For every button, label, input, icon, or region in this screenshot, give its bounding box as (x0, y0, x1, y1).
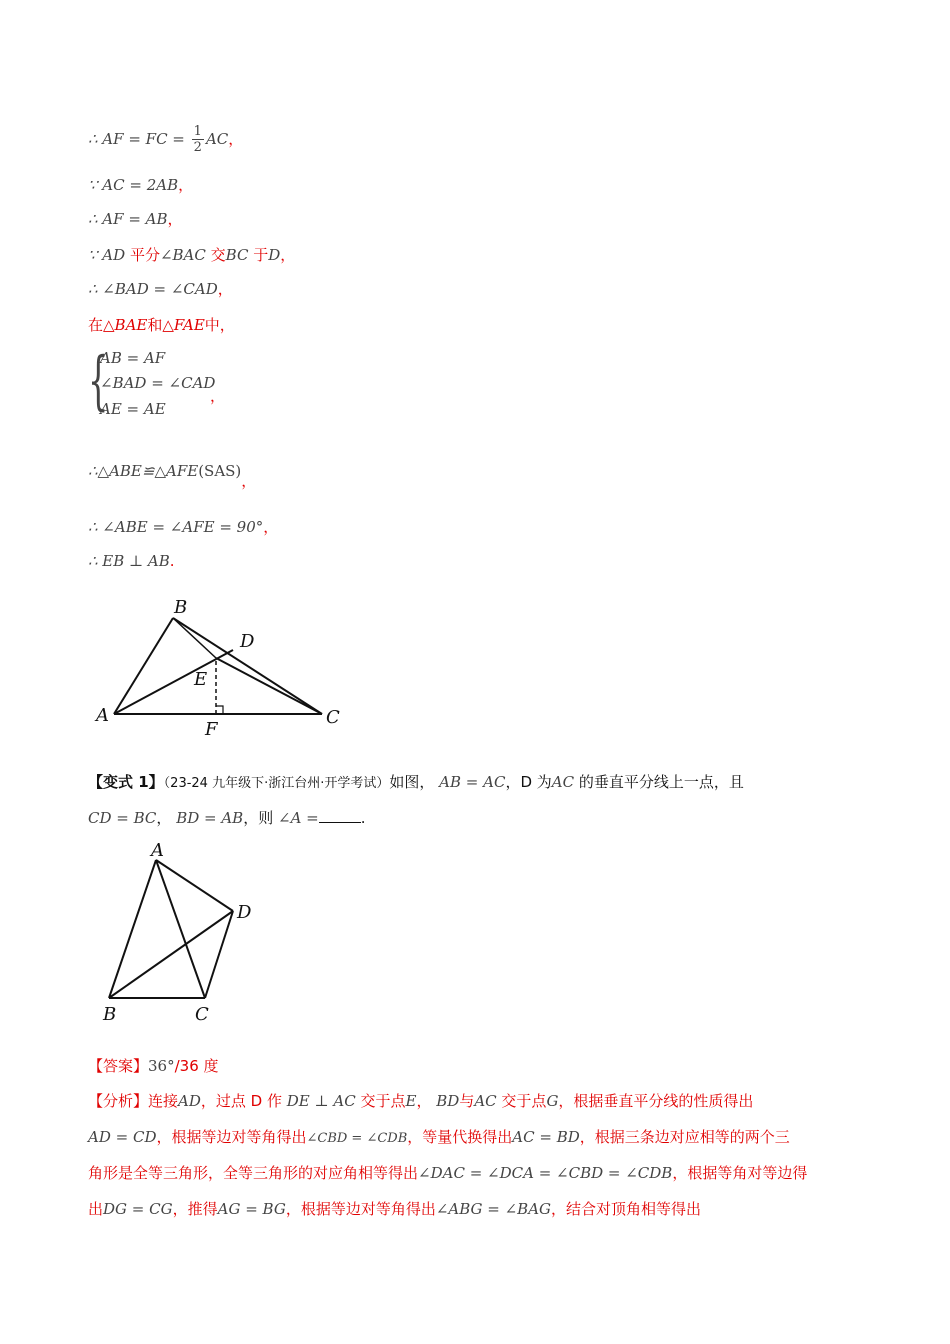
proof-line-6 (88, 314, 235, 336)
punctuation: ， (210, 387, 226, 405)
proof-line-8 (88, 516, 278, 538)
math-expr: BC (225, 246, 249, 264)
text: 连接 (148, 1092, 179, 1110)
punctuation: ， (167, 210, 183, 228)
text: 的垂直平分线上一点，且 (574, 773, 744, 791)
math-expr: △FAE (162, 316, 205, 334)
variant-tag: 【变式 1】 (88, 773, 164, 791)
math-expr: AD (178, 1092, 201, 1110)
segment-AB (114, 618, 173, 714)
label-F: F (205, 719, 218, 740)
system-row-1: AB = AF (100, 349, 166, 367)
math-expr: ∵ AD (88, 246, 126, 264)
math-expr: AD = CD (88, 1128, 157, 1146)
system-row-3: AE = AE (100, 400, 166, 418)
text: D (520, 773, 533, 791)
label-C: C (326, 707, 340, 728)
fraction-numerator: 1 (193, 124, 202, 139)
proof-line-9 (88, 550, 175, 572)
text: 角形是全等三角形，全等三角形的对应角相等得出 (88, 1164, 419, 1182)
text: ，等量代换得出 (407, 1128, 513, 1146)
proof-line-2 (88, 174, 193, 196)
math-expr: BD (436, 1092, 460, 1110)
analysis-line-1 (88, 1090, 753, 1112)
math-expr: DG = CG (103, 1200, 173, 1218)
label-B: B (103, 1004, 117, 1025)
punctuation: ， (241, 472, 257, 490)
analysis-line-3 (88, 1162, 807, 1184)
math-expr: ∠ABG = ∠BAG (435, 1200, 552, 1218)
label-C: C (195, 1004, 209, 1025)
text: ，根据三条边对应相等的两个三 (579, 1128, 790, 1146)
text: 交于点 (360, 1092, 406, 1110)
text: 交于点 (501, 1092, 547, 1110)
proof-line-4 (88, 244, 295, 266)
segment-BE (173, 618, 216, 658)
math-expr: AB = AC (439, 773, 506, 791)
math-expr: ∴ AF = FC = (88, 130, 190, 148)
text: ，过点 D 作 (200, 1092, 282, 1110)
text: 平分 (129, 246, 160, 264)
math-expr: AC (551, 773, 575, 791)
text: ， (505, 773, 521, 791)
math-expr: AG = BG (217, 1200, 286, 1218)
text: ，则 (243, 809, 274, 827)
punctuation: ， (263, 518, 279, 536)
analysis-tag: 【分析】 (88, 1092, 149, 1110)
math-expr: AC = BD (512, 1128, 580, 1146)
variant-source: （23-24 九年级下·浙江台州·开学考试） (163, 776, 390, 791)
segment-AB (109, 860, 156, 998)
analysis-line-2 (88, 1126, 790, 1150)
text: 于 (253, 246, 269, 264)
text: 交 (210, 246, 226, 264)
text: 为 (532, 773, 552, 791)
text: ，根据垂直平分线的性质得出 (558, 1092, 754, 1110)
math-expr: G (546, 1092, 559, 1110)
text: 在 (88, 316, 104, 334)
punctuation: . (169, 552, 175, 570)
math-expr: ∠CBD = ∠CDB (306, 1131, 408, 1146)
analysis-line-4 (88, 1198, 701, 1220)
fraction (192, 124, 204, 155)
math-expr: DE ⊥ AC (286, 1092, 356, 1110)
punctuation: ， (217, 280, 233, 298)
math-expr: ∠DAC = ∠DCA = ∠CBD = ∠CDB (418, 1164, 673, 1182)
segment-AD (156, 860, 233, 911)
label-D: D (237, 902, 252, 923)
left-brace: { (88, 344, 109, 418)
proof-line-1 (88, 124, 243, 155)
answer-line (88, 1055, 219, 1077)
segment-BD (109, 911, 233, 998)
text: . (360, 809, 366, 827)
proof-line-3 (88, 208, 183, 230)
punctuation: ， (280, 246, 296, 264)
proof-line-7 (88, 460, 257, 490)
quadrilateral-figure-2 (95, 838, 275, 1028)
segment-EC (216, 658, 322, 714)
text: 中， (204, 316, 235, 334)
triangle-figure-1 (90, 595, 350, 745)
math-expr: △BAE (103, 316, 148, 334)
math-expr: AC (205, 130, 229, 148)
text: ，推得 (172, 1200, 218, 1218)
text: ， (416, 1092, 432, 1110)
equation-system (88, 345, 248, 425)
text: 与 (459, 1092, 475, 1110)
segment-AC (156, 860, 205, 998)
math-expr: ∠BAC (159, 246, 206, 264)
label-D: D (240, 631, 255, 652)
label-B: B (174, 597, 188, 618)
variant-question-line-2 (88, 807, 366, 829)
variant-question-line-1 (88, 771, 744, 795)
answer-value: 36° (148, 1057, 175, 1075)
label-E: E (194, 669, 208, 690)
text: ，根据等角对等边得 (672, 1164, 808, 1182)
math-expr: E (405, 1092, 417, 1110)
math-expr: BD = AB (176, 809, 244, 827)
math-expr: (SAS) (198, 462, 242, 480)
math-expr: ∵ AC = 2AB (88, 176, 179, 194)
math-expr: CD = BC (88, 809, 157, 827)
answer-tag: 【答案】 (88, 1057, 149, 1075)
math-expr: AC (474, 1092, 497, 1110)
label-A: A (96, 705, 109, 726)
answer-blank (319, 808, 361, 823)
punctuation: ， (178, 176, 194, 194)
text: ，根据等边对等角得出 (156, 1128, 307, 1146)
math-expr: ∴ EB ⊥ AB (88, 552, 170, 570)
math-expr: ∴ AF = AB (88, 210, 168, 228)
punctuation: ， (228, 130, 244, 148)
text: 出 (88, 1200, 104, 1218)
system-row-2: ∠BAD = ∠CAD (100, 374, 216, 392)
text: ， (156, 809, 172, 827)
text: ，结合对顶角相等得出 (551, 1200, 702, 1218)
text: 如图， (389, 773, 435, 791)
label-A: A (151, 840, 164, 861)
proof-line-5 (88, 278, 233, 300)
segment-CD (205, 911, 233, 998)
segment-AD (114, 650, 233, 714)
math-expr: ∴ ∠BAD = ∠CAD (88, 280, 218, 298)
math-expr: ∴ ∠ABE = ∠AFE = 90° (88, 518, 264, 536)
text: ，根据等边对等角得出 (285, 1200, 436, 1218)
answer-alt: /36 度 (174, 1057, 219, 1075)
math-expr: ∠A = (278, 809, 319, 827)
math-expr: D (268, 246, 281, 264)
math-expr: ∴△ABE≌△AFE (88, 462, 199, 480)
text: 和 (147, 316, 163, 334)
fraction-denominator: 2 (193, 140, 202, 155)
right-angle-mark (216, 706, 223, 714)
